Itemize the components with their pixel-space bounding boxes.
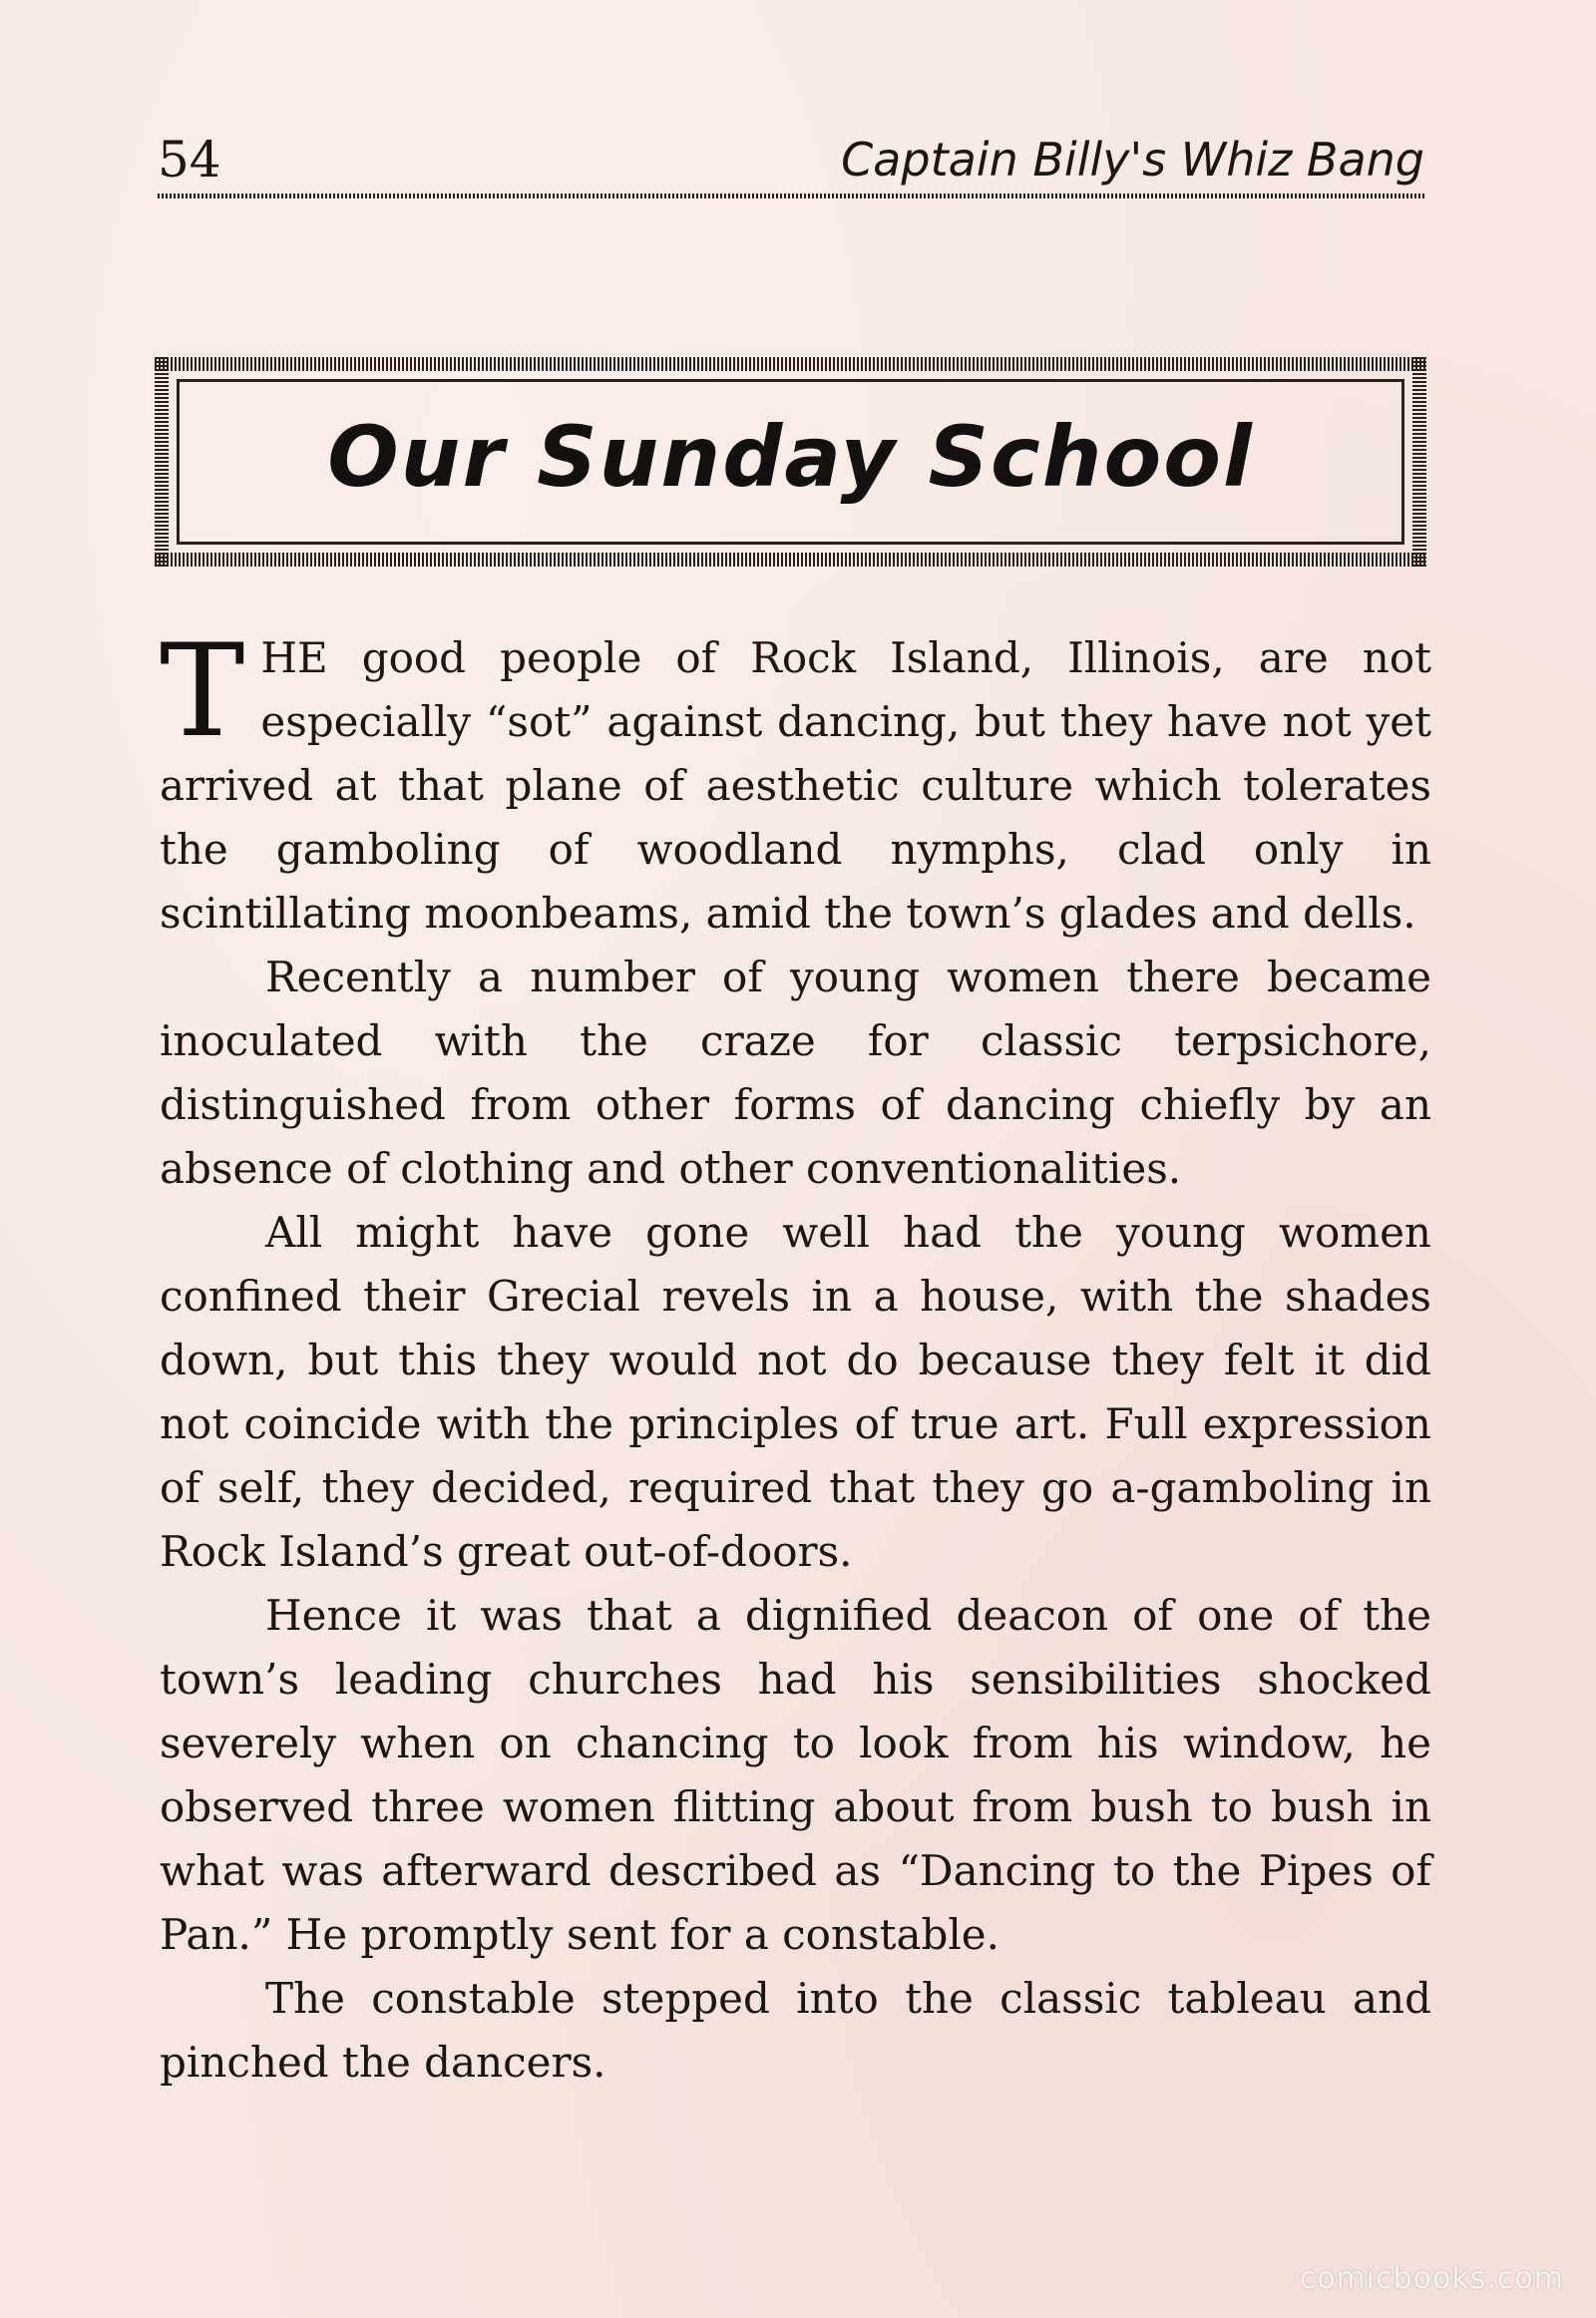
watermark: comicbooks.com — [1299, 2261, 1564, 2296]
paragraph-text: HE good people of Rock Island, Illinois, are not especially “sot” against dancing, but they have not yet arrived at that plane of aesthetic culture which tolerates the gamboling of woodland nymphs, clad only in scintillating moonbeams, amid the town’s glades and dells. — [160, 633, 1431, 938]
title-box-border-bottom — [155, 553, 1426, 567]
article-paragraph-1 — [160, 617, 1431, 946]
page-number: 54 — [158, 131, 221, 189]
article-paragraph-3: All might have gone well had the young women confined their Grecial revels in a house, with the shades down, but this they would not do because they felt it did not coincide with the principles of true art. Full expression of self, they decided, required that they go a-gamboling in Rock Island’s great out-of-doors. — [160, 1208, 1431, 1576]
header-rule — [158, 193, 1424, 198]
drop-cap: T — [160, 617, 245, 766]
running-title: Captain Billy's Whiz Bang — [841, 133, 1424, 187]
article-paragraph-2: Recently a number of young women there became inoculated with the craze for classic terpsichore, distinguished from other forms of dancing chiefly by an absence of clothing and other conventionalities. — [160, 953, 1431, 1193]
section-title-box — [155, 357, 1426, 567]
article-body — [160, 617, 1431, 2095]
article-paragraph-5: The constable stepped into the classic tableau and pinched the dancers. — [160, 1974, 1431, 2087]
article-paragraph-4: Hence it was that a dignified deacon of one of the town’s leading churches had his sensibilities shocked severely when on chancing to look from his window, he observed three women flitting about from bush to bush in what was afterward described as “Dancing to the Pipes of Pan.” He promptly sent for a constable. — [160, 1591, 1431, 1959]
page-header — [158, 120, 1424, 199]
title-box-border-top — [155, 357, 1426, 371]
section-title: Our Sunday School — [327, 408, 1254, 506]
